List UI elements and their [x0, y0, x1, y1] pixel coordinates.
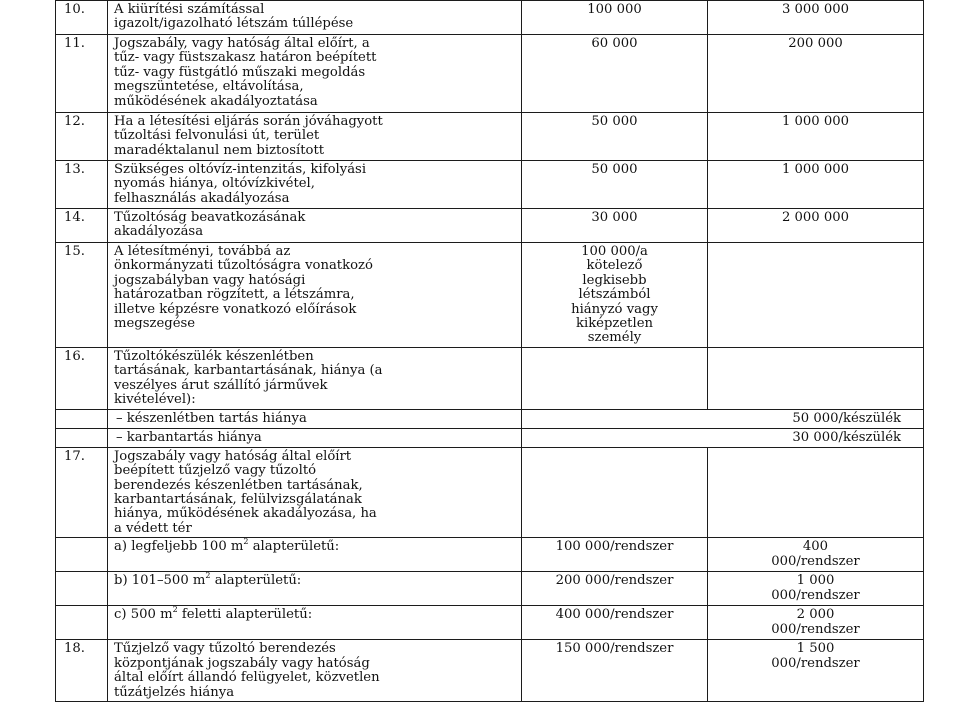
subrow-amount: 30 000/készülék — [522, 428, 924, 447]
fine-table — [55, 0, 924, 702]
max-amount — [708, 243, 924, 348]
subrow-label: a) legfeljebb 100 m — [114, 539, 244, 555]
row-description: Tűzjelző vagy tűzoltó berendezés központjának jogszabály vagy hatóság által előírt állandó felügyelet, közvetlen tűzátjelzés hiánya — [108, 640, 522, 702]
table-subrow — [56, 572, 924, 606]
table-subrow — [56, 409, 924, 428]
min-amount: 50 000 — [522, 113, 708, 161]
row-description: Szükséges oltóvíz-intenzitás, kifolyási nyomás hiánya, oltóvízkivétel, felhasználás akadályozása — [108, 161, 522, 209]
row-number: 17. — [56, 447, 108, 537]
min-amount: 100 000/a kötelező legkisebb létszámból hiányzó vagy kiképzetlen személy — [522, 243, 708, 348]
table-row — [56, 347, 924, 409]
subrow-amount: 50 000/készülék — [522, 409, 924, 428]
row-number: 12. — [56, 113, 108, 161]
superscript: 2 — [172, 605, 178, 615]
max-amount: 3 000 000 — [708, 1, 924, 35]
row-description: Jogszabály vagy hatóság által előírt beépített tűzjelző vagy tűzoltó berendezés készenlétben tartásának, karbantartásának, felülvizsgálatának hiánya, működésének akadályozása, ha a védett tér — [108, 447, 522, 537]
min-amount: 50 000 — [522, 161, 708, 209]
fine-table-page — [55, 0, 923, 720]
max-amount: 400 000/rendszer — [708, 538, 924, 572]
table-subrow — [56, 428, 924, 447]
empty-cell — [56, 428, 108, 447]
superscript: 2 — [205, 571, 211, 581]
min-amount — [522, 347, 708, 409]
subrow-description: – készenlétben tartás hiánya — [108, 409, 522, 428]
row-number: 10. — [56, 1, 108, 35]
row-description: A kiürítési számítással igazolt/igazolható létszám túllépése — [108, 1, 522, 35]
table-row — [56, 447, 924, 537]
min-amount: 400 000/rendszer — [522, 606, 708, 640]
min-amount: 100 000/rendszer — [522, 538, 708, 572]
row-number: 15. — [56, 243, 108, 348]
subrow-description — [108, 572, 522, 606]
table-row — [56, 243, 924, 348]
row-number: 16. — [56, 347, 108, 409]
min-amount: 60 000 — [522, 35, 708, 113]
row-description: Tűzoltókészülék készenlétben tartásának, karbantartásának, hiánya (a veszélyes árut szállító járművek kivételével): — [108, 347, 522, 409]
max-amount: 1 000 000 — [708, 113, 924, 161]
table-row — [56, 640, 924, 702]
max-amount: 2 000 000/rendszer — [708, 606, 924, 640]
superscript: 2 — [243, 537, 249, 547]
max-amount: 1 000 000 — [708, 161, 924, 209]
empty-cell — [708, 447, 924, 537]
max-amount: 1 000 000/rendszer — [708, 572, 924, 606]
table-row — [56, 1, 924, 35]
row-description: A létesítményi, továbbá az önkormányzati tűzoltóságra vonatkozó jogszabályban vagy hatósági határozatban rögzített, a létszámra, illetve képzésre vonatkozó előírások megszegése — [108, 243, 522, 348]
subrow-label-suffix: alapterületű: — [210, 573, 302, 589]
row-number: 14. — [56, 209, 108, 243]
table-row — [56, 113, 924, 161]
subrow-description: – karbantartás hiánya — [108, 428, 522, 447]
row-description: Jogszabály, vagy hatóság által előírt, a tűz- vagy füstszakasz határon beépített tűz- vagy füstgátló műszaki megoldás megszüntetése, eltávolítása, működésének akadályoztatása — [108, 35, 522, 113]
subrow-label: b) 101–500 m — [114, 573, 206, 589]
min-amount: 100 000 — [522, 1, 708, 35]
subrow-description — [108, 606, 522, 640]
row-number: 13. — [56, 161, 108, 209]
subrow-label: c) 500 m — [114, 607, 173, 623]
max-amount: 200 000 — [708, 35, 924, 113]
empty-cell — [522, 447, 708, 537]
min-amount: 200 000/rendszer — [522, 572, 708, 606]
table-subrow — [56, 606, 924, 640]
table-row — [56, 35, 924, 113]
empty-cell — [56, 409, 108, 428]
row-number: 18. — [56, 640, 108, 702]
empty-cell — [56, 538, 108, 572]
table-subrow — [56, 538, 924, 572]
min-amount: 150 000/rendszer — [522, 640, 708, 702]
row-number: 11. — [56, 35, 108, 113]
max-amount: 1 500 000/rendszer — [708, 640, 924, 702]
min-amount: 30 000 — [522, 209, 708, 243]
empty-cell — [56, 606, 108, 640]
empty-cell — [56, 572, 108, 606]
row-description: Tűzoltóság beavatkozásának akadályozása — [108, 209, 522, 243]
subrow-label-suffix: alapterületű: — [248, 539, 340, 555]
table-row — [56, 161, 924, 209]
max-amount: 2 000 000 — [708, 209, 924, 243]
row-description: Ha a létesítési eljárás során jóváhagyott tűzoltási felvonulási út, terület maradéktalanul nem biztosított — [108, 113, 522, 161]
max-amount — [708, 347, 924, 409]
subrow-label-suffix: feletti alapterületű: — [177, 607, 313, 623]
table-row — [56, 209, 924, 243]
subrow-description — [108, 538, 522, 572]
